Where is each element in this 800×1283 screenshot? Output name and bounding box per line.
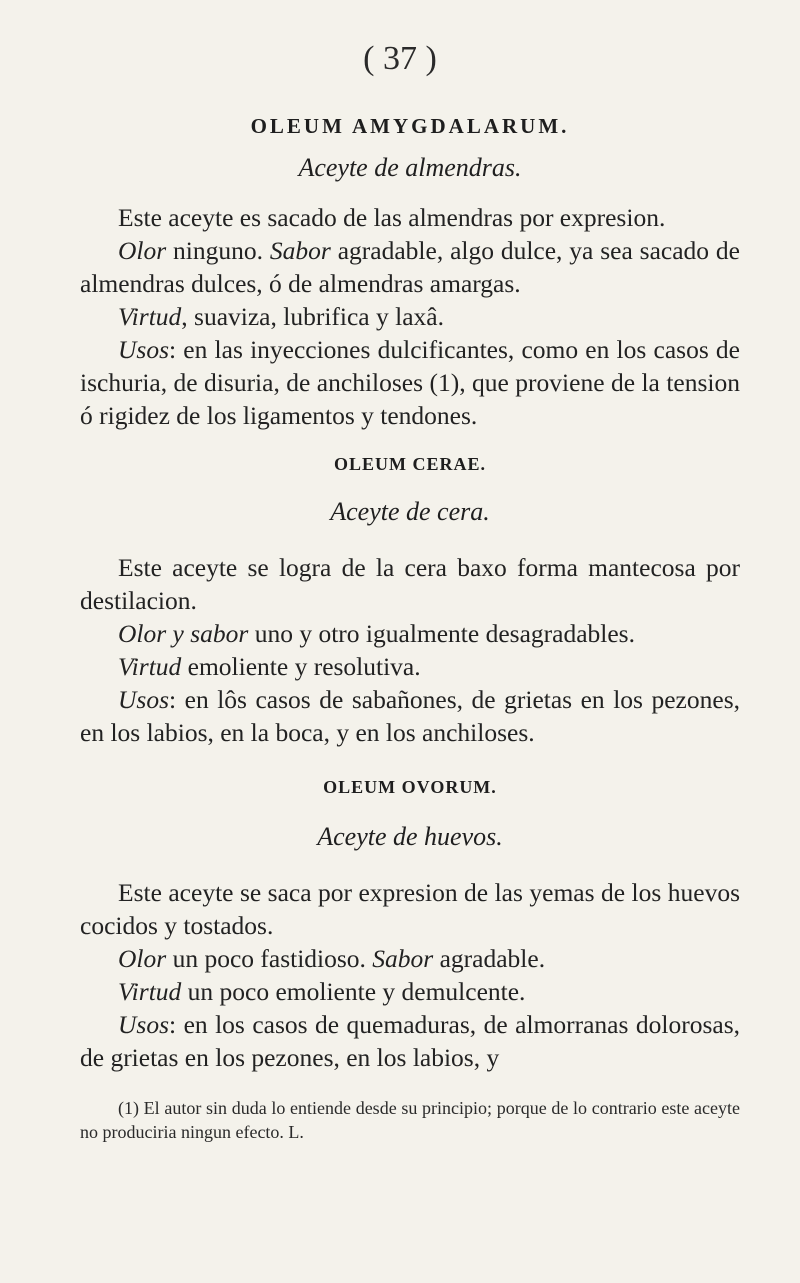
olor-sabor-paragraph [80, 234, 740, 300]
usos-paragraph [80, 1008, 740, 1074]
usos-paragraph [80, 333, 740, 432]
latin-title: OLEUM AMYGDALARUM. [250, 114, 570, 138]
section-oleum-amygdalarum [80, 114, 740, 432]
usos-label: Usos [118, 685, 170, 714]
sabor-label: Sabor [269, 236, 331, 265]
olor-sabor-paragraph [80, 942, 740, 975]
usos-text: : en las inyecciones dulcificantes, como en los casos de ischuria, de disuria, de anchiloses (1), que proviene de la tension ó rigidez de los ligamentos y tendones. [80, 335, 740, 430]
olor-sabor-text: uno y otro igualmente desagradables. [248, 619, 635, 648]
olor-text: un poco fastidioso. [166, 944, 373, 973]
spanish-title: Aceyte de almendras. [298, 153, 522, 182]
olor-text: ninguno. [166, 236, 270, 265]
sabor-text: agradable. [433, 944, 546, 973]
virtud-label: Virtud [118, 302, 182, 331]
intro-paragraph: Este aceyte se saca por expresion de las yemas de los huevos cocidos y tostados. [80, 878, 740, 940]
usos-label: Usos [118, 1010, 170, 1039]
page-number: ( 37 ) [363, 40, 437, 77]
sabor-text: agradable, algo dulce, ya sea sacado de almendras dulces, ó de almendras amargas. [80, 236, 741, 298]
virtud-text: , suaviza, lubrifica y laxâ. [181, 302, 444, 331]
latin-title: OLEUM OVORUM. [323, 777, 497, 797]
olor-sabor-label: Olor y sabor [118, 619, 249, 648]
usos-text: : en los casos de quemaduras, de almorranas dolorosas, de grietas en los pezones, en los labios, y [80, 1010, 740, 1072]
intro-paragraph: Este aceyte es sacado de las almendras por expresion. [118, 203, 666, 232]
virtud-paragraph [80, 650, 740, 683]
section-oleum-ovorum [80, 777, 740, 1074]
olor-sabor-paragraph [80, 617, 740, 650]
olor-label: Olor [118, 944, 167, 973]
virtud-paragraph [80, 975, 740, 1008]
olor-label: Olor [118, 236, 167, 265]
usos-text: : en lôs casos de sabañones, de grietas en los pezones, en los labios, en la boca, y en los anchiloses. [80, 685, 740, 747]
usos-paragraph [80, 683, 740, 749]
sabor-label: Sabor [372, 944, 434, 973]
page-content [80, 100, 740, 1144]
usos-label: Usos [118, 335, 170, 364]
footnote: (1) El autor sin duda lo entiende desde su principio; porque de lo contrario este aceyte no produciria ningun efecto. L. [80, 1098, 740, 1142]
spanish-title: Aceyte de cera. [330, 497, 490, 526]
virtud-text: emoliente y resolutiva. [181, 652, 421, 681]
latin-title: OLEUM CERAE. [333, 454, 486, 474]
section-oleum-cerae [80, 454, 740, 749]
virtud-label: Virtud [118, 977, 182, 1006]
spanish-title: Aceyte de huevos. [317, 822, 503, 851]
virtud-label: Virtud [118, 652, 182, 681]
virtud-paragraph [80, 300, 740, 333]
intro-paragraph: Este aceyte se logra de la cera baxo forma mantecosa por destilacion. [80, 553, 740, 615]
virtud-text: un poco emoliente y demulcente. [181, 977, 526, 1006]
